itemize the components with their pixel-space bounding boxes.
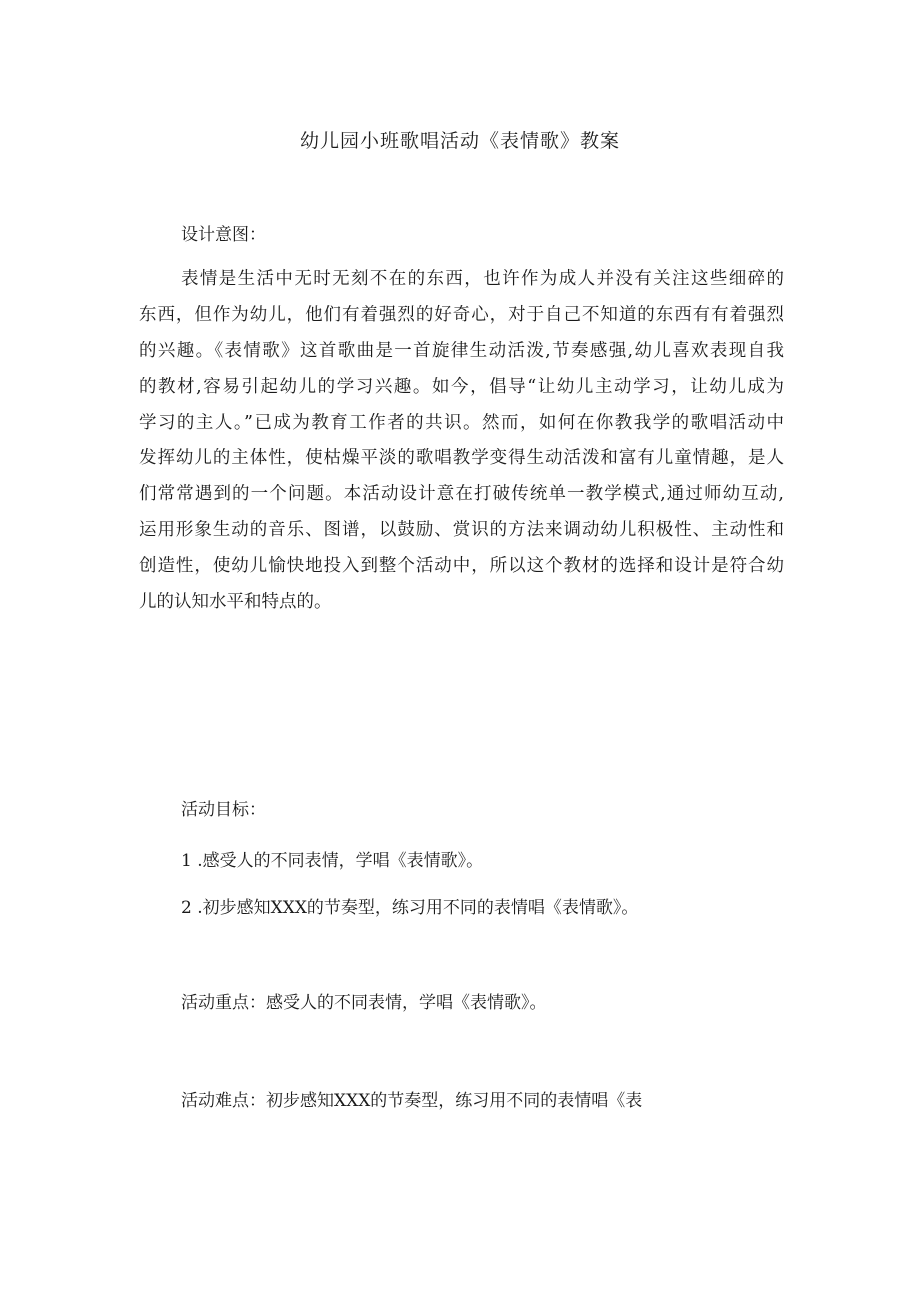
paragraph-line: 表情是生活中无时无刻不在的东西，也许作为成人并没有关注这些细碎的 bbox=[181, 269, 784, 289]
paragraph-line: 们常常遇到的一个问题。本活动设计意在打破传统单一教学模式,通过师幼互动, bbox=[139, 484, 784, 505]
paragraph-line: 创造性，使幼儿愉快地投入到整个活动中，所以这个教材的选择和设计是符合幼 bbox=[139, 556, 784, 577]
key-point-line: 活动重点：感受人的不同表情，学唱《表情歌》。 bbox=[181, 993, 547, 1013]
paragraph-line: 东西，但作为幼儿，他们有着强烈的好奇心，对于自己不知道的东西有有着强烈 bbox=[139, 304, 784, 325]
goals-heading: 活动目标： bbox=[181, 800, 266, 820]
goal-item-1: 1 .感受人的不同表情，学唱《表情歌》。 bbox=[181, 851, 484, 871]
paragraph-line: 的教材,容易引起幼儿的学习兴趣。如今，倡导“让幼儿主动学习，让幼儿成为 bbox=[139, 376, 784, 397]
paragraph-line: 发挥幼儿的主体性，使枯燥平淡的歌唱教学变得生动活泼和富有儿童情趣，是人 bbox=[139, 448, 784, 469]
paragraph-line: 儿的认知水平和特点的。 bbox=[139, 592, 332, 613]
goal-item-2: 2 .初步感知XXX的节奏型，练习用不同的表情唱《表情歌》。 bbox=[181, 898, 639, 918]
paragraph-line: 运用形象生动的音乐、图谱，以鼓励、赏识的方法来调动幼儿积极性、主动性和 bbox=[139, 520, 784, 541]
paragraph-line: 学习的主人。”已成为教育工作者的共识。然而，如何在你教我学的歌唱活动中 bbox=[139, 412, 784, 433]
document-title: 幼儿园小班歌唱活动《表情歌》教案 bbox=[299, 130, 620, 152]
difficulty-line: 活动难点：初步感知XXX的节奏型，练习用不同的表情唱《表 bbox=[181, 1091, 643, 1111]
design-intent-heading: 设计意图： bbox=[181, 225, 266, 245]
design-intent-paragraph bbox=[139, 262, 784, 621]
paragraph-line: 的兴趣。《表情歌》这首歌曲是一首旋律生动活泼,节奏感强,幼儿喜欢表现自我 bbox=[139, 340, 784, 361]
